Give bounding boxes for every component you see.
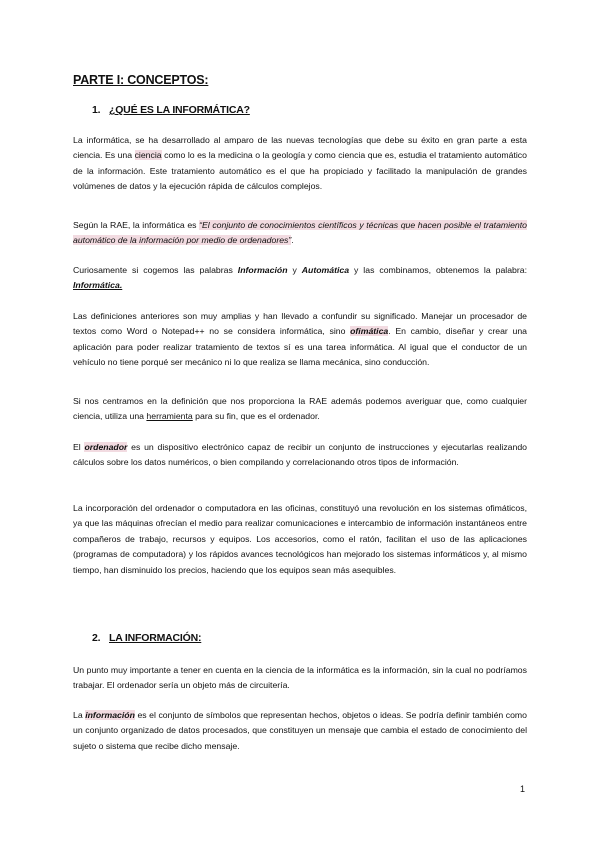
paragraph-7: La incorporación del ordenador o computadora en las oficinas, constituyó una revolución en los sistemas ofimáticos, ya que las máquinas ofrecían el medio para realizar comunicaciones e intercambio de información instantáneos entre compañeros de trabajo, recursos y equipos. Los accesorios, como el ratón, facilitan el uso de las aplicaciones (programas de computadora) y los rápidos avances tecnológicos han mejorado los sistemas informáticos y, al mismo tiempo, han disminuido los precios, haciendo que los equipos sean más asequibles.	[73, 502, 527, 575]
p4-highlight-ofimatica: ofimática	[350, 326, 389, 337]
word-herramienta: herramienta	[146, 411, 193, 422]
p1-text-a: La informática, se ha desarrollado al amparo de las nuevas tecnologías que debe su éxito en gran parte a esta ciencia. Es una	[73, 134, 527, 161]
p1-highlight-ciencia: ciencia	[134, 150, 162, 161]
p3-text-b: y	[287, 264, 302, 275]
section-1-title: ¿QUÉ ES LA INFORMÁTICA?	[109, 104, 250, 116]
section-2-number: 2.	[92, 632, 101, 644]
part-heading: PARTE I: CONCEPTOS:	[73, 73, 209, 87]
word-informatica: Informática.	[73, 280, 123, 291]
paragraph-4	[73, 309, 527, 371]
paragraph-2	[73, 218, 527, 249]
p3-text-c: y las combinamos, obtenemos la palabra:	[349, 264, 528, 275]
section-2-title: LA INFORMACIÓN:	[109, 632, 202, 644]
p9-text-a: La	[73, 709, 86, 720]
rae-definition-quote: “El conjunto de conocimientos científicos y técnicas que hacen posible el tratamiento automático de la información por medio de ordenadores”	[73, 219, 527, 246]
p4-text-a: Las definiciones anteriores son muy amplias y han llevado a confundir su significado. Manejar un procesador de textos como Word o Notepad++ no se considera informática, sino	[73, 310, 527, 337]
paragraph-5	[73, 394, 527, 425]
p6-highlight-ordenador: ordenador	[84, 441, 128, 452]
p3-text-a: Curiosamente si cogemos las palabras	[73, 264, 238, 275]
p6-text-a: El	[73, 441, 85, 452]
paragraph-6	[73, 440, 527, 471]
p6-text-b: es un dispositivo electrónico capaz de recibir un conjunto de instrucciones y ejecutarlas realizando cálculos sobre los datos numéricos, o bien compilando y correlacionando otros tipos de información.	[73, 441, 528, 468]
section-2-heading	[92, 632, 201, 644]
page-number: 1	[520, 784, 526, 794]
p5-text-a: Si nos centramos en la definición que nos proporciona la RAE además podemos averiguar que, como cualquier ciencia, utiliza una	[73, 395, 527, 422]
word-informacion: Información	[237, 264, 288, 275]
section-1-number: 1.	[92, 104, 101, 116]
paragraph-9	[73, 708, 527, 755]
section-1-heading	[92, 104, 250, 116]
word-automatica: Automática	[301, 264, 350, 275]
p9-highlight-informacion: información	[85, 709, 135, 720]
paragraph-3	[73, 263, 527, 294]
p2-text-a: Según la RAE, la informática es	[73, 219, 200, 230]
p9-text-b: es el conjunto de símbolos que representan hechos, objetos o ideas. Se podría definir también como un conjunto organizado de datos procesados, que constituyen un mensaje que cambia el estado de conocimiento del sujeto o sistema que recibe dicho mensaje.	[73, 709, 528, 751]
p5-text-b: para su fin, que es el ordenador.	[192, 411, 320, 422]
paragraph-1	[73, 133, 527, 195]
p2-text-b: .	[291, 235, 294, 246]
paragraph-8: Un punto muy importante a tener en cuenta en la ciencia de la informática es la información, sin la cual no podríamos trabajar. El ordenador sería un objeto más de circuitería.	[73, 664, 527, 691]
p1-text-b: como lo es la medicina o la geología y como ciencia que es, estudia el tratamiento automático de la información. Este tratamiento automático es el que ha propiciado y facilitado la manipulación de grandes volúmenes de datos y la ejecución rápida de cálculos complejos.	[73, 150, 527, 192]
p4-text-b: . En cambio, diseñar y crear una aplicación para poder realizar tratamiento de textos sí es una tarea informática. Al igual que el conductor de un vehículo no tiene porqué ser mecánico ni lo que realiza se llama mecánica, sino conducción.	[73, 326, 527, 368]
